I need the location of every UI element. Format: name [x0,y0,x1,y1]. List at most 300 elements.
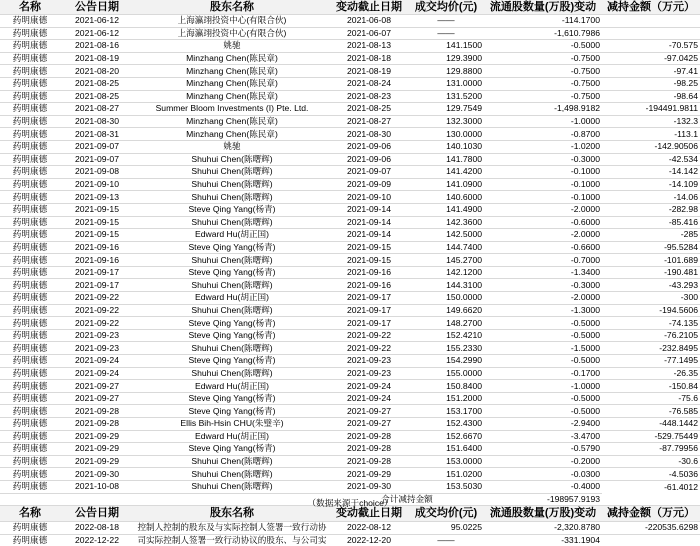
cell-share-change: -1.5000 [484,342,602,355]
cell-name: 药明康德 [0,77,60,90]
cell-end-date: 2021-08-18 [330,52,408,65]
cell-end-date: 2021-09-14 [330,229,408,242]
cell-amount [602,27,700,40]
cell-holder: 控制人控制的股东及与实际控制人签署一致行动协 [134,522,330,535]
cell-end-date: 2021-06-07 [330,27,408,40]
cell-holder: Steve Qing Yang(杨青) [134,317,330,330]
cell-avg-price: 149.6620 [408,304,484,317]
cell-holder: Minzhang Chen(陈民章) [134,115,330,128]
table-row [0,279,700,292]
cell-share-change: -0.5000 [484,392,602,405]
cell-name: 药明康德 [0,178,60,191]
cell-announce-date: 2021-09-29 [60,455,134,468]
cell-share-change: -0.3000 [484,279,602,292]
cell-holder: Edward Hu(胡正国) [134,380,330,393]
cell-holder: Steve Qing Yang(杨青) [134,443,330,456]
cell-name: 药明康德 [0,166,60,179]
cell-end-date: 2021-08-13 [330,40,408,53]
cell-announce-date: 2021-08-25 [60,77,134,90]
cell-share-change: -1.3000 [484,304,602,317]
cell-holder: Edward Hu(胡正国) [134,430,330,443]
cell-avg-price: 142.1200 [408,266,484,279]
cell-name: 药明康德 [0,292,60,305]
header2-amount: 减持金额（万元） [602,506,700,522]
cell-name: 药明康德 [0,443,60,456]
cell-end-date: 2021-09-17 [330,304,408,317]
cell-name: 药明康德 [0,317,60,330]
table-row [0,15,700,28]
cell-name: 药明康德 [0,115,60,128]
cell-amount: -529.75449 [602,430,700,443]
cell-announce-date: 2021-09-23 [60,329,134,342]
cell-name: 药明康德 [0,480,60,493]
cell-name: 药明康德 [0,191,60,204]
cell-announce-date: 2021-08-19 [60,52,134,65]
cell-amount: -97.41 [602,65,700,78]
cell-announce-date: 2021-09-27 [60,380,134,393]
cell-end-date: 2021-09-22 [330,342,408,355]
cell-avg-price: 154.2990 [408,355,484,368]
cell-name: 药明康德 [0,52,60,65]
cell-holder: Ellis Bih-Hsin CHU(朱璧辛) [134,418,330,431]
cell-announce-date: 2021-09-13 [60,191,134,204]
cell-avg-price: 142.3600 [408,216,484,229]
cell-amount: -26.35 [602,367,700,380]
cell-name: 药明康德 [0,103,60,116]
cell-amount: -85.416 [602,216,700,229]
cell-name: 药明康德 [0,418,60,431]
cell-amount: -232.8495 [602,342,700,355]
cell-holder: Shuhui Chen(陈曙辉) [134,254,330,267]
cell-amount [602,15,700,28]
cell-name: 药明康德 [0,241,60,254]
cell-avg-price: 153.1700 [408,405,484,418]
cell-share-change: -0.5000 [484,355,602,368]
cell-amount [602,534,700,546]
cell-avg-price: 140.1030 [408,140,484,153]
cell-end-date: 2021-09-23 [330,367,408,380]
cell-name: 药明康德 [0,380,60,393]
cell-name: 药明康德 [0,216,60,229]
cell-name: 药明康德 [0,468,60,481]
cell-end-date: 2021-06-08 [330,15,408,28]
table-row [0,418,700,431]
table-row [0,103,700,116]
cell-avg-price: 141.4900 [408,203,484,216]
cell-announce-date: 2021-09-17 [60,279,134,292]
cell-holder: Shuhui Chen(陈曙辉) [134,279,330,292]
cell-name: 药明康德 [0,203,60,216]
cell-holder: Steve Qing Yang(杨青) [134,203,330,216]
cell-end-date: 2021-09-22 [330,329,408,342]
cell-amount: -61.4012 [602,480,700,493]
header-avg-price: 成交均价(元) [408,0,484,15]
cell-holder: Steve Qing Yang(杨青) [134,355,330,368]
total-value: -198957.9193 [484,493,602,506]
cell-name: 药明康德 [0,254,60,267]
cell-share-change: -1,610.7986 [484,27,602,40]
cell-avg-price: 153.0000 [408,455,484,468]
cell-end-date: 2021-09-17 [330,317,408,330]
cell-amount: -30.6 [602,455,700,468]
cell-share-change: -0.7500 [484,52,602,65]
cell-name: 药明康德 [0,430,60,443]
cell-end-date: 2021-09-16 [330,266,408,279]
table-row [0,342,700,355]
cell-share-change: -0.5000 [484,329,602,342]
cell-holder: Minzhang Chen(陈民章) [134,65,330,78]
table-row [0,40,700,53]
cell-share-change: -0.8700 [484,128,602,141]
table-row [0,241,700,254]
cell-holder: Edward Hu(胡正国) [134,229,330,242]
cell-end-date: 2021-09-15 [330,241,408,254]
cell-end-date: 2021-09-06 [330,153,408,166]
cell-amount: -75.6 [602,392,700,405]
cell-end-date: 2021-09-28 [330,455,408,468]
cell-avg-price: 151.2000 [408,392,484,405]
cell-amount: -97.0425 [602,52,700,65]
cell-share-change: -2,320.8780 [484,522,602,535]
cell-amount: -14.142 [602,166,700,179]
cell-avg-price: 155.2330 [408,342,484,355]
header2-share-change: 流通股数量(万股)变动 [484,506,602,522]
table-row [0,392,700,405]
table-row [0,203,700,216]
table-row [0,534,700,546]
cell-holder: Shuhui Chen(陈曙辉) [134,455,330,468]
cell-amount: -150.84 [602,380,700,393]
header-end-date: 变动截止日期 [330,0,408,15]
cell-share-change: -1.0000 [484,115,602,128]
cell-end-date: 2021-09-10 [330,191,408,204]
cell-amount: -285 [602,229,700,242]
cell-amount: -448.1442 [602,418,700,431]
table-row [0,216,700,229]
cell-end-date: 2021-09-07 [330,166,408,179]
cell-announce-date: 2021-09-15 [60,229,134,242]
header2-avg-price: 成交均价(元) [408,506,484,522]
cell-name: 药明康德 [0,329,60,342]
cell-share-change: -0.1000 [484,178,602,191]
cell-avg-price: 152.6670 [408,430,484,443]
cell-share-change: -1.0000 [484,380,602,393]
cell-end-date: 2021-09-24 [330,392,408,405]
table-row [0,317,700,330]
cell-holder: 姚驰 [134,40,330,53]
table-row [0,77,700,90]
cell-name: 药明康德 [0,405,60,418]
cell-avg-price: 129.7549 [408,103,484,116]
cell-avg-price: 150.0000 [408,292,484,305]
cell-announce-date: 2022-12-22 [60,534,134,546]
cell-avg-price: 152.4300 [408,418,484,431]
cell-name: 药明康德 [0,522,60,535]
cell-avg-price: —— [408,534,484,546]
cell-amount: -101.689 [602,254,700,267]
cell-avg-price: 140.6000 [408,191,484,204]
cell-announce-date: 2021-09-27 [60,392,134,405]
cell-end-date: 2021-09-29 [330,468,408,481]
cell-share-change: -0.1000 [484,191,602,204]
cell-announce-date: 2021-09-17 [60,266,134,279]
header-announce-date: 公告日期 [60,0,134,15]
cell-share-change: -1,498.9182 [484,103,602,116]
header2-name: 名称 [0,506,60,522]
cell-end-date: 2021-08-19 [330,65,408,78]
source-note: （数据来源于choice） [307,498,393,508]
cell-amount: -282.98 [602,203,700,216]
cell-avg-price: 151.0200 [408,468,484,481]
cell-name: 药明康德 [0,392,60,405]
cell-holder: Shuhui Chen(陈曙辉) [134,342,330,355]
cell-share-change: -0.3000 [484,153,602,166]
cell-end-date: 2021-09-14 [330,203,408,216]
cell-name: 药明康德 [0,367,60,380]
cell-announce-date: 2021-09-24 [60,355,134,368]
cell-end-date: 2021-08-27 [330,115,408,128]
cell-name: 药明康德 [0,128,60,141]
cell-announce-date: 2021-09-23 [60,342,134,355]
table-row [0,292,700,305]
cell-avg-price: 148.2700 [408,317,484,330]
cell-name: 药明康德 [0,229,60,242]
header2-end-date: 变动截止日期 [330,506,408,522]
cell-holder: Edward Hu(胡正国) [134,292,330,305]
cell-share-change: -0.7000 [484,254,602,267]
cell-share-change: -2.0000 [484,229,602,242]
cell-announce-date: 2021-09-30 [60,468,134,481]
cell-share-change: -0.5000 [484,40,602,53]
cell-announce-date: 2021-09-16 [60,241,134,254]
cell-avg-price: 130.0000 [408,128,484,141]
cell-announce-date: 2021-09-22 [60,292,134,305]
cell-holder: Steve Qing Yang(杨青) [134,241,330,254]
cell-announce-date: 2021-08-16 [60,40,134,53]
cell-announce-date: 2021-08-30 [60,115,134,128]
cell-amount: -4.5036 [602,468,700,481]
cell-announce-date: 2021-08-20 [60,65,134,78]
cell-announce-date: 2021-09-22 [60,304,134,317]
cell-holder: Minzhang Chen(陈民章) [134,52,330,65]
cell-amount: -70.575 [602,40,700,53]
cell-end-date: 2021-09-17 [330,292,408,305]
cell-announce-date: 2021-09-10 [60,178,134,191]
cell-announce-date: 2021-09-15 [60,216,134,229]
cell-share-change: -0.5790 [484,443,602,456]
table-row [0,380,700,393]
cell-share-change: -0.2000 [484,455,602,468]
cell-share-change: -0.6600 [484,241,602,254]
table-row [0,65,700,78]
cell-announce-date: 2021-09-15 [60,203,134,216]
cell-avg-price: 141.7800 [408,153,484,166]
cell-announce-date: 2021-10-08 [60,480,134,493]
cell-holder: 上海瀛翊投资中心(有限合伙) [134,15,330,28]
cell-announce-date: 2022-08-18 [60,522,134,535]
cell-amount: -76.585 [602,405,700,418]
table-row [0,304,700,317]
cell-name: 药明康德 [0,534,60,546]
cell-amount: -14.06 [602,191,700,204]
cell-amount: -194.5606 [602,304,700,317]
cell-amount: -42.534 [602,153,700,166]
cell-name: 药明康德 [0,140,60,153]
cell-share-change: -0.7500 [484,90,602,103]
cell-name: 药明康德 [0,304,60,317]
cell-avg-price: —— [408,27,484,40]
cell-announce-date: 2021-08-25 [60,90,134,103]
cell-avg-price: 145.2700 [408,254,484,267]
table-row [0,166,700,179]
cell-avg-price: 131.5200 [408,90,484,103]
cell-share-change: -0.5000 [484,317,602,330]
cell-end-date: 2021-08-24 [330,77,408,90]
header-amount: 减持金额（万元） [602,0,700,15]
cell-avg-price: 155.0000 [408,367,484,380]
table-row [0,128,700,141]
table-row [0,329,700,342]
cell-announce-date: 2021-09-28 [60,405,134,418]
cell-end-date: 2022-08-12 [330,522,408,535]
table-row [0,367,700,380]
header-name: 名称 [0,0,60,15]
cell-name: 药明康德 [0,342,60,355]
cell-holder: Minzhang Chen(陈民章) [134,77,330,90]
cell-share-change: -114.1700 [484,15,602,28]
cell-avg-price: 132.3000 [408,115,484,128]
table-row [0,115,700,128]
cell-holder: Minzhang Chen(陈民章) [134,90,330,103]
cell-share-change: -0.7500 [484,65,602,78]
cell-avg-price: 142.5000 [408,229,484,242]
cell-avg-price: 141.1500 [408,40,484,53]
table-row [0,480,700,493]
cell-share-change: -0.5000 [484,405,602,418]
cell-name: 药明康德 [0,266,60,279]
cell-end-date: 2021-09-24 [330,380,408,393]
cell-amount: -43.293 [602,279,700,292]
cell-announce-date: 2021-09-07 [60,153,134,166]
cell-end-date: 2021-08-23 [330,90,408,103]
cell-amount: -74.135 [602,317,700,330]
cell-amount: -132.3 [602,115,700,128]
cell-announce-date: 2021-09-29 [60,443,134,456]
cell-avg-price: 150.8400 [408,380,484,393]
table-row [0,153,700,166]
cell-end-date: 2021-09-15 [330,254,408,267]
cell-end-date: 2021-08-30 [330,128,408,141]
cell-share-change: -0.7500 [484,77,602,90]
cell-amount: -76.2105 [602,329,700,342]
cell-holder: Shuhui Chen(陈曙辉) [134,468,330,481]
cell-name: 药明康德 [0,90,60,103]
cell-avg-price: —— [408,15,484,28]
cell-share-change: -0.0300 [484,468,602,481]
cell-end-date: 2021-09-16 [330,279,408,292]
cell-announce-date: 2021-09-07 [60,140,134,153]
cell-end-date: 2021-09-27 [330,418,408,431]
cell-end-date: 2022-12-20 [330,534,408,546]
cell-share-change: -331.1904 [484,534,602,546]
cell-avg-price: 152.4210 [408,329,484,342]
header-holder: 股东名称 [134,0,330,15]
cell-share-change: -2.0000 [484,203,602,216]
table-row [0,266,700,279]
table-row [0,455,700,468]
cell-holder: Steve Qing Yang(杨青) [134,329,330,342]
cell-name: 药明康德 [0,455,60,468]
cell-name: 药明康德 [0,355,60,368]
cell-end-date: 2021-09-28 [330,443,408,456]
cell-amount: -300 [602,292,700,305]
cell-avg-price: 141.4200 [408,166,484,179]
table-row [0,229,700,242]
cell-end-date: 2021-08-25 [330,103,408,116]
cell-holder: Shuhui Chen(陈曙辉) [134,304,330,317]
cell-holder: Shuhui Chen(陈曙辉) [134,166,330,179]
header2-announce-date: 公告日期 [60,506,134,522]
table-row [0,468,700,481]
cell-holder: 姚驰 [134,140,330,153]
table-row [0,90,700,103]
cell-name: 药明康德 [0,27,60,40]
cell-share-change: -2.0000 [484,292,602,305]
cell-end-date: 2021-09-28 [330,430,408,443]
table-row [0,522,700,535]
cell-share-change: -3.4700 [484,430,602,443]
cell-amount: -77.1495 [602,355,700,368]
header-share-change: 流通股数量(万股)变动 [484,0,602,15]
cell-share-change: -1.0200 [484,140,602,153]
table-row [0,27,700,40]
cell-announce-date: 2021-08-31 [60,128,134,141]
cell-announce-date: 2021-09-24 [60,367,134,380]
cell-holder: Steve Qing Yang(杨青) [134,266,330,279]
cell-announce-date: 2021-08-27 [60,103,134,116]
cell-share-change: -0.1000 [484,166,602,179]
cell-share-change: -0.6000 [484,216,602,229]
cell-name: 药明康德 [0,65,60,78]
table-row [0,178,700,191]
cell-amount: -95.5284 [602,241,700,254]
header-row [0,0,700,15]
cell-amount: -220535.6298 [602,522,700,535]
cell-announce-date: 2021-06-12 [60,27,134,40]
table-row [0,430,700,443]
table-row [0,405,700,418]
cell-holder: Shuhui Chen(陈曙辉) [134,367,330,380]
table-row [0,140,700,153]
cell-amount: -87.79956 [602,443,700,456]
cell-amount: -190.481 [602,266,700,279]
cell-end-date: 2021-09-27 [330,405,408,418]
cell-holder: Shuhui Chen(陈曙辉) [134,191,330,204]
header2-holder: 股东名称 [134,506,330,522]
cell-end-date: 2021-09-06 [330,140,408,153]
cell-amount: -98.64 [602,90,700,103]
table-row [0,52,700,65]
cell-name: 药明康德 [0,279,60,292]
cell-amount: -142.90506 [602,140,700,153]
cell-avg-price: 144.7400 [408,241,484,254]
cell-holder: 上海瀛翊投资中心(有限合伙) [134,27,330,40]
cell-holder: Summer Bloom Investments (I) Pte. Ltd. [134,103,330,116]
cell-end-date: 2021-09-30 [330,480,408,493]
cell-holder: Shuhui Chen(陈曙辉) [134,480,330,493]
cell-name: 药明康德 [0,153,60,166]
cell-end-date: 2021-09-09 [330,178,408,191]
